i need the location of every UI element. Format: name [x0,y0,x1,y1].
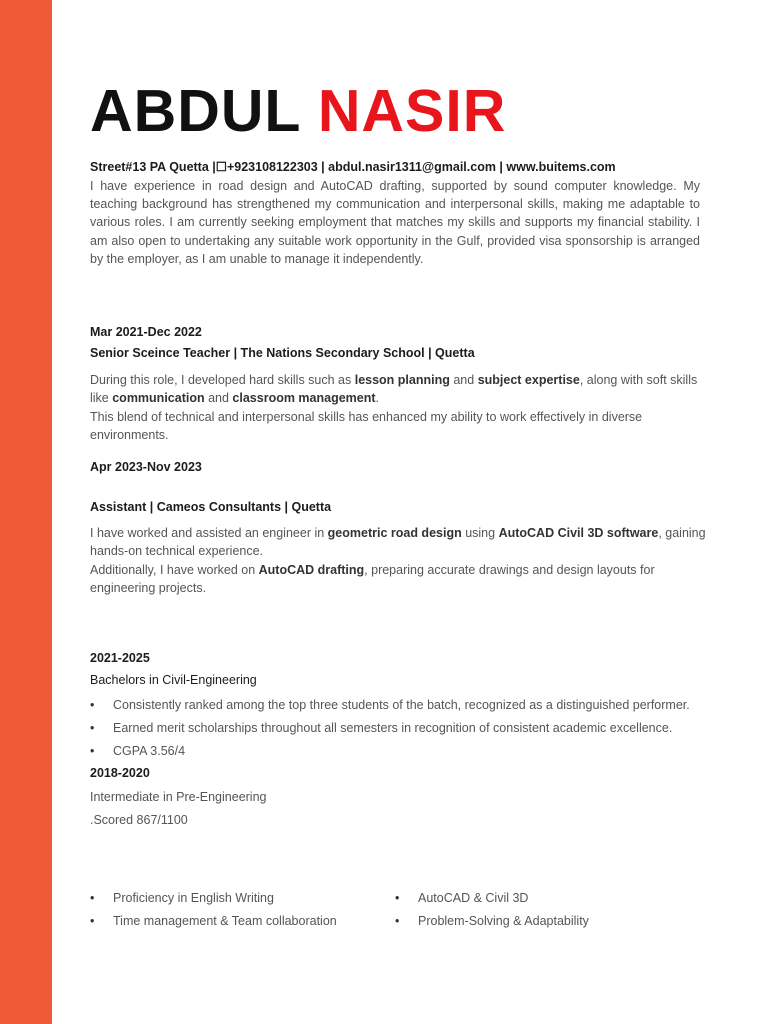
education-2-score: .Scored 867/1100 [90,813,188,827]
bullet-icon: • [395,914,400,928]
bullet-icon: • [90,698,95,712]
last-name: NASIR [317,78,507,144]
skills-right-column [395,890,589,936]
education-1-degree: Bachelors in Civil-Engineering [90,673,257,687]
bullet-icon: • [90,891,95,905]
bullet-icon: • [90,914,95,928]
list-item: • CGPA 3.56/4 [90,744,186,758]
skills-left-column [90,890,337,936]
resume-name [90,76,506,146]
experience-2-dates: Apr 2023-Nov 2023 [90,460,202,474]
experience-1-dates: Mar 2021-Dec 2022 [90,325,202,339]
education-2-years: 2018-2020 [90,766,150,780]
bullet-icon: • [90,721,95,735]
list-item: • Earned merit scholarships throughout all semesters in recognition of consistent academic excellence. [90,721,673,735]
list-item: • Consistently ranked among the top three students of the batch, recognized as a distinguished performer. [90,698,690,712]
accent-sidebar [0,0,52,1024]
list-item: • Time management & Team collaboration [90,914,337,928]
list-item: • AutoCAD & Civil 3D [395,891,529,905]
contact-line: Street#13 PA Quetta |☐+923108122303 | abdul.nasir1311@gmail.com | www.buitems.com [90,160,616,174]
bullet-icon: • [90,744,95,758]
education-1-years: 2021-2025 [90,651,150,665]
experience-1-description: During this role, I developed hard skills such as lesson planning and subject expertise, along with soft skills like communication and classroom management. This blend of technical and interpersonal skills has enhanced my ability to work effectively in diverse environments. [90,373,698,443]
summary-paragraph: I have experience in road design and AutoCAD drafting, supported by sound computer knowledge. My teaching background has strengthened my communication and interpersonal skills, making me adaptable to various roles. I am currently seeking employment that matches my skills and supports my financial stability. I am also open to undertaking any suitable work opportunity in the Gulf, provided visa sponsorship is arranged by the employer, as I am unable to manage it independently. [90,179,700,266]
list-item: • Problem-Solving & Adaptability [395,914,589,928]
education-2-degree: Intermediate in Pre-Engineering [90,790,267,804]
experience-2-description: I have worked and assisted an engineer in geometric road design using AutoCAD Civil 3D software, gaining hands-on technical experience. Additionally, I have worked on AutoCAD drafting, preparing accurate drawings and design layouts for engineering projects. [90,526,706,596]
first-name: ABDUL [90,78,301,144]
bullet-icon: • [395,891,400,905]
experience-1-role: Senior Sceince Teacher | The Nations Secondary School | Quetta [90,346,475,360]
list-item: • Proficiency in English Writing [90,891,274,905]
experience-2-role: Assistant | Cameos Consultants | Quetta [90,500,332,514]
education-1-achievements [90,697,690,766]
